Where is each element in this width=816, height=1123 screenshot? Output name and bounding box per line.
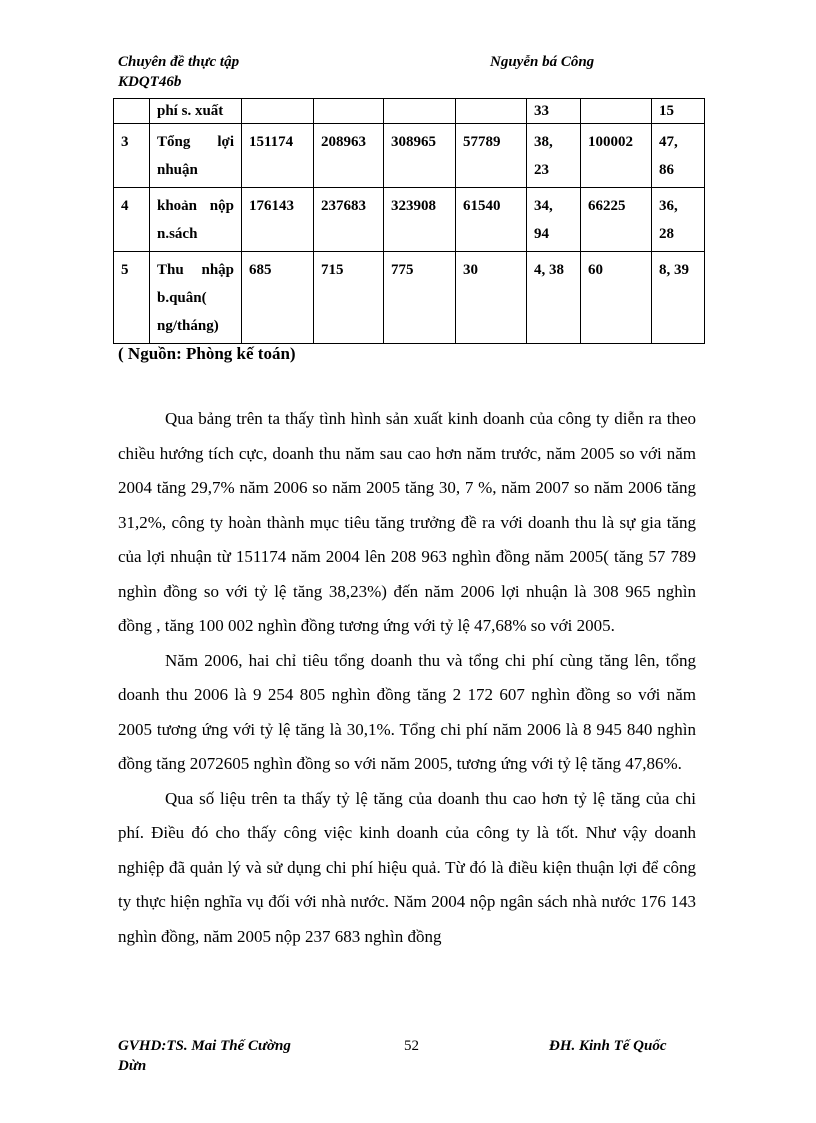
table-cell-p1: 33 [527,99,581,124]
table-cell-c2004: 685 [242,252,314,344]
footer-university: ĐH. Kinh Tế Quốc [549,1038,667,1054]
row-label-cell [150,124,242,188]
table-cell-p2 [652,124,705,188]
table-cell-d1: 61540 [456,188,527,252]
row-label-line: Thu nhập [157,262,234,278]
table-cell-c2005: 715 [314,252,384,344]
table-cell-p2: 15 [652,99,705,124]
table-cell-d1: 30 [456,252,527,344]
table-cell-c2005: 208963 [314,124,384,188]
table-cell-no: 3 [114,124,150,188]
table-cell-p2: 8, 39 [652,252,705,344]
row-label-line: khoản nộp [157,198,234,214]
row-label-line: n.sách [157,226,198,242]
row-label-line: b.quân( [157,290,207,306]
table-cell-d2: 100002 [581,124,652,188]
table-body [114,99,705,344]
financial-table [113,98,705,344]
table-cell-c2004: 176143 [242,188,314,252]
page-header-left [118,52,239,92]
table-row [114,252,705,344]
row-label-line: nhuận [157,162,198,178]
table-cell-p1 [527,124,581,188]
table-cell-c2006: 323908 [384,188,456,252]
row-label-line: Tổng lợi [157,134,234,150]
table-cell-d1 [456,99,527,124]
table-row [114,124,705,188]
page-number: 52 [404,1038,419,1054]
author-name: Nguyễn bá Công [490,54,595,70]
table-cell-p1: 4, 38 [527,252,581,344]
table-cell-d2: 60 [581,252,652,344]
table-row [114,188,705,252]
table-cell-d1: 57789 [456,124,527,188]
row-label-cell [150,252,242,344]
percent-part: 34, [534,198,553,214]
table-cell-no: 4 [114,188,150,252]
percent-part: 86 [659,162,674,178]
paragraph: Qua bảng trên ta thấy tình hình sản xuất kinh doanh của công ty diễn ra theo chiều hướng tích cực, doanh thu năm sau cao hơn năm trước, năm 2005 so với năm 2004 tăng 29,7% năm 2006 so năm 2005 tăng 30, 7 %, năm 2007 so năm 2006 tăng 31,2%, công ty hoàn thành mục tiêu tăng trưởng đề ra với doanh thu là sự gia tăng của lợi nhuận từ 151174 năm 2004 lên 208 963 nghìn đồng năm 2005( tăng 57 789 nghìn đồng so với tỷ lệ tăng 38,23%) đến năm 2006 lợi nhuận là 308 965 nghìn đồng , tăng 100 002 nghìn đồng tương ứng với tỷ lệ 47,68% so với 2005. [118,409,696,635]
source-note: ( Nguồn: Phòng kế toán) [118,344,296,363]
percent-part: 94 [534,226,549,242]
table-cell-c2006 [384,99,456,124]
body-text [118,402,696,954]
footer-supervisor [118,1036,291,1076]
table-cell-c2006: 308965 [384,124,456,188]
table-cell-c2005 [314,99,384,124]
row-label-line: ng/tháng) [157,318,219,334]
table-cell-no [114,99,150,124]
supervisor-name-cont: Dừn [118,1058,147,1074]
percent-part: 23 [534,162,549,178]
row-label-cell [150,99,242,124]
class-code: KDQT46b [118,74,182,90]
paragraph: Qua số liệu trên ta thấy tỷ lệ tăng của doanh thu cao hơn tỷ lệ tăng của chi phí. Điều đó cho thấy công việc kinh doanh của công ty là tốt. Như vậy doanh nghiệp đã quản lý và sử dụng chi phí hiệu quả. Từ đó là điều kiện thuận lợi để công ty thực hiện nghĩa vụ đối với nhà nước. Năm 2004 nộp ngân sách nhà nước 176 143 nghìn đồng, năm 2005 nộp 237 683 nghìn đồng [118,788,696,946]
table-cell-c2004 [242,99,314,124]
percent-part: 47, [659,134,678,150]
row-label-cell [150,188,242,252]
table-cell-p2 [652,188,705,252]
row-label-line: phí s. xuất [157,103,224,119]
paragraph: Năm 2006, hai chỉ tiêu tổng doanh thu và tổng chi phí cùng tăng lên, tổng doanh thu 2006 là 9 254 805 nghìn đồng tăng 2 172 607 nghìn đồng so với năm 2005 tương ứng với tỷ lệ tăng là 30,1%. Tổng chi phí năm 2006 là 8 945 840 nghìn đồng tăng 2072605 nghìn đồng so với năm 2005, tương ứng với tỷ lệ tăng 47,86%. [118,650,696,773]
table-cell-c2005: 237683 [314,188,384,252]
table-cell-d2: 66225 [581,188,652,252]
percent-part: 38, [534,134,553,150]
table-cell-p1 [527,188,581,252]
course-title: Chuyên đề thực tập [118,54,240,70]
table-cell-c2006: 775 [384,252,456,344]
percent-part: 36, [659,198,678,214]
table-row [114,99,705,124]
table-cell-d2 [581,99,652,124]
supervisor-name: GVHD:TS. Mai Thế Cường [118,1038,291,1054]
percent-part: 28 [659,226,674,242]
table-cell-no: 5 [114,252,150,344]
table-cell-c2004: 151174 [242,124,314,188]
